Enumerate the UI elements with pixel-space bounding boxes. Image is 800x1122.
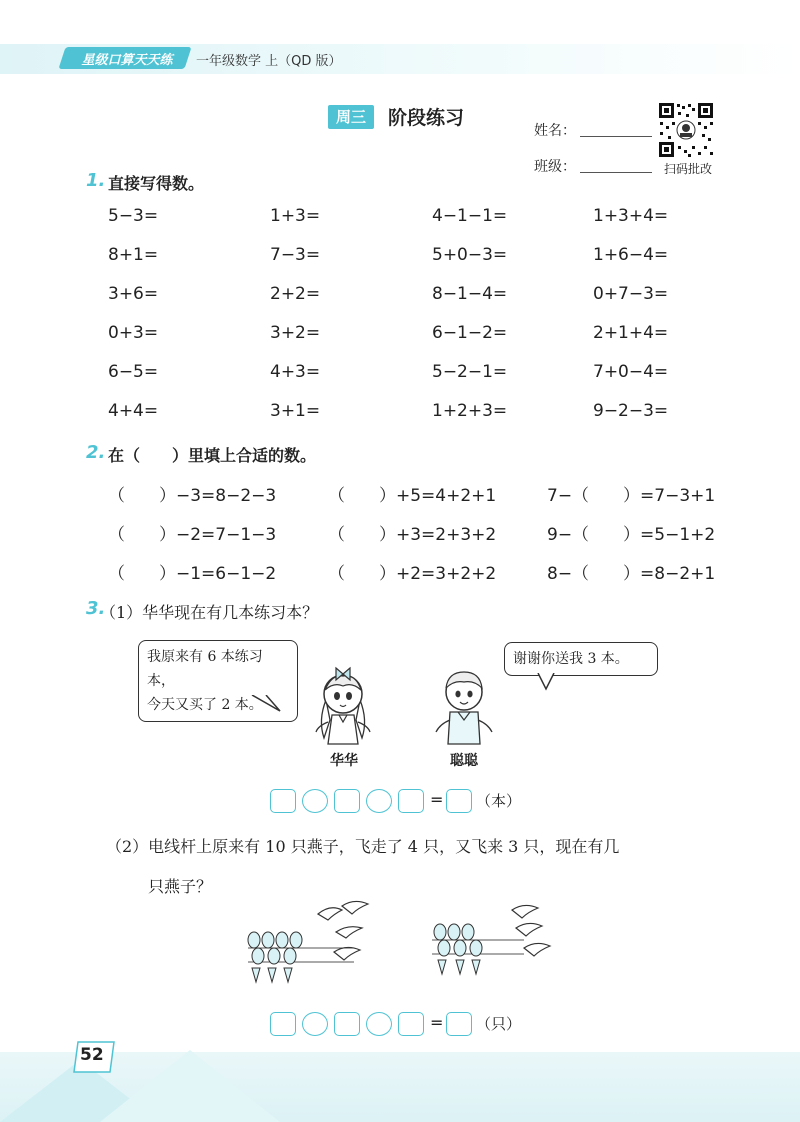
section-2-title: 在（ ）里填上合适的数。 bbox=[108, 446, 317, 465]
equation: 5−2−1= bbox=[432, 362, 508, 382]
fill-blank-equation[interactable]: （ ）+2=3+2+2 bbox=[328, 564, 497, 584]
answer-box[interactable] bbox=[446, 789, 472, 813]
operator-circle[interactable] bbox=[366, 1012, 392, 1036]
class-label: 班级： bbox=[534, 159, 576, 175]
answer-box[interactable] bbox=[398, 789, 424, 813]
answer-box[interactable] bbox=[446, 1012, 472, 1036]
character-name-huahua: 华华 bbox=[330, 753, 358, 769]
fill-blank-equation[interactable]: （ ）−1=6−1−2 bbox=[108, 564, 277, 584]
fill-blank-equation[interactable]: 7−（ ）=7−3+1 bbox=[547, 486, 716, 506]
equation: 3+2= bbox=[270, 323, 321, 343]
equation: 8+1= bbox=[108, 245, 159, 265]
fill-blank-equation[interactable]: （ ）+5=4+2+1 bbox=[328, 486, 497, 506]
equation: 2+2= bbox=[270, 284, 321, 304]
equation: 4+4= bbox=[108, 401, 159, 421]
fill-blank-equation[interactable]: （ ）−2=7−1−3 bbox=[108, 525, 277, 545]
equation: 0+7−3= bbox=[593, 284, 669, 304]
name-label: 姓名： bbox=[534, 123, 576, 139]
character-name-congcong: 聪聪 bbox=[450, 753, 478, 769]
speech-bubble-right: 谢谢你送我 3 本。 bbox=[504, 642, 658, 676]
answer-box[interactable] bbox=[398, 1012, 424, 1036]
week-badge: 周三 bbox=[328, 105, 374, 129]
section-2-number: 2. bbox=[86, 442, 106, 463]
equation: 3+1= bbox=[270, 401, 321, 421]
equation: 9−2−3= bbox=[593, 401, 669, 421]
operator-circle[interactable] bbox=[302, 789, 328, 813]
unit-label: （本） bbox=[476, 792, 522, 810]
girl-character-icon bbox=[312, 660, 374, 750]
question-3-2-text: （2）电线杆上原来有 10 只燕子，飞走了 4 只，又飞来 3 只，现在有几 bbox=[106, 837, 620, 856]
bubble-tail-icon bbox=[250, 695, 284, 713]
series-title: 星级口算天天练 bbox=[81, 53, 173, 68]
section-1-number: 1. bbox=[86, 170, 106, 191]
name-field[interactable] bbox=[580, 136, 652, 137]
swallows-left-icon bbox=[238, 896, 378, 988]
equation: 6−1−2= bbox=[432, 323, 508, 343]
bubble-tail-icon bbox=[536, 673, 566, 691]
operator-circle[interactable] bbox=[366, 789, 392, 813]
fill-blank-equation[interactable]: 8−（ ）=8−2+1 bbox=[547, 564, 716, 584]
answer-box[interactable] bbox=[334, 789, 360, 813]
equation: 5+0−3= bbox=[432, 245, 508, 265]
equation: 1+3+4= bbox=[593, 206, 669, 226]
equation: 8−1−4= bbox=[432, 284, 508, 304]
section-1-title: 直接写得数。 bbox=[108, 174, 205, 193]
equation: 5−3= bbox=[108, 206, 159, 226]
answer-box[interactable] bbox=[334, 1012, 360, 1036]
answer-box[interactable] bbox=[270, 1012, 296, 1036]
boy-character-icon bbox=[434, 664, 494, 748]
equation: 1+6−4= bbox=[593, 245, 669, 265]
unit-label: （只） bbox=[476, 1015, 522, 1033]
equation: 3+6= bbox=[108, 284, 159, 304]
equation: 7+0−4= bbox=[593, 362, 669, 382]
fill-blank-equation[interactable]: 9−（ ）=5−1+2 bbox=[547, 525, 716, 545]
book-subtitle: 一年级数学 上（QD 版） bbox=[196, 54, 342, 69]
equation: 7−3= bbox=[270, 245, 321, 265]
class-field[interactable] bbox=[580, 172, 652, 173]
bubble-line: 我原来有 6 本练习本， bbox=[147, 649, 263, 689]
qr-code-icon[interactable] bbox=[658, 102, 714, 158]
equation: 4+3= bbox=[270, 362, 321, 382]
equation: 6−5= bbox=[108, 362, 159, 382]
equals-sign: = bbox=[430, 790, 444, 809]
bubble-line: 今天又买了 2 本。 bbox=[147, 697, 263, 713]
page-title: 阶段练习 bbox=[388, 107, 465, 129]
section-3-number: 3. bbox=[86, 598, 106, 619]
operator-circle[interactable] bbox=[302, 1012, 328, 1036]
mountain-decoration-icon bbox=[0, 1040, 400, 1122]
page-number: 52 bbox=[80, 1045, 104, 1065]
equation: 2+1+4= bbox=[593, 323, 669, 343]
equation: 0+3= bbox=[108, 323, 159, 343]
fill-blank-equation[interactable]: （ ）+3=2+3+2 bbox=[328, 525, 497, 545]
equals-sign: = bbox=[430, 1013, 444, 1032]
equation: 1+3= bbox=[270, 206, 321, 226]
question-3-2-text-cont: 只燕子？ bbox=[148, 877, 213, 896]
fill-blank-equation[interactable]: （ ）−3=8−2−3 bbox=[108, 486, 277, 506]
answer-box[interactable] bbox=[270, 789, 296, 813]
equation: 4−1−1= bbox=[432, 206, 508, 226]
equation: 1+2+3= bbox=[432, 401, 508, 421]
qr-caption: 扫码批改 bbox=[663, 162, 712, 176]
question-3-1-text: （1）华华现在有几本练习本？ bbox=[100, 603, 319, 622]
swallows-right-icon bbox=[428, 896, 568, 988]
